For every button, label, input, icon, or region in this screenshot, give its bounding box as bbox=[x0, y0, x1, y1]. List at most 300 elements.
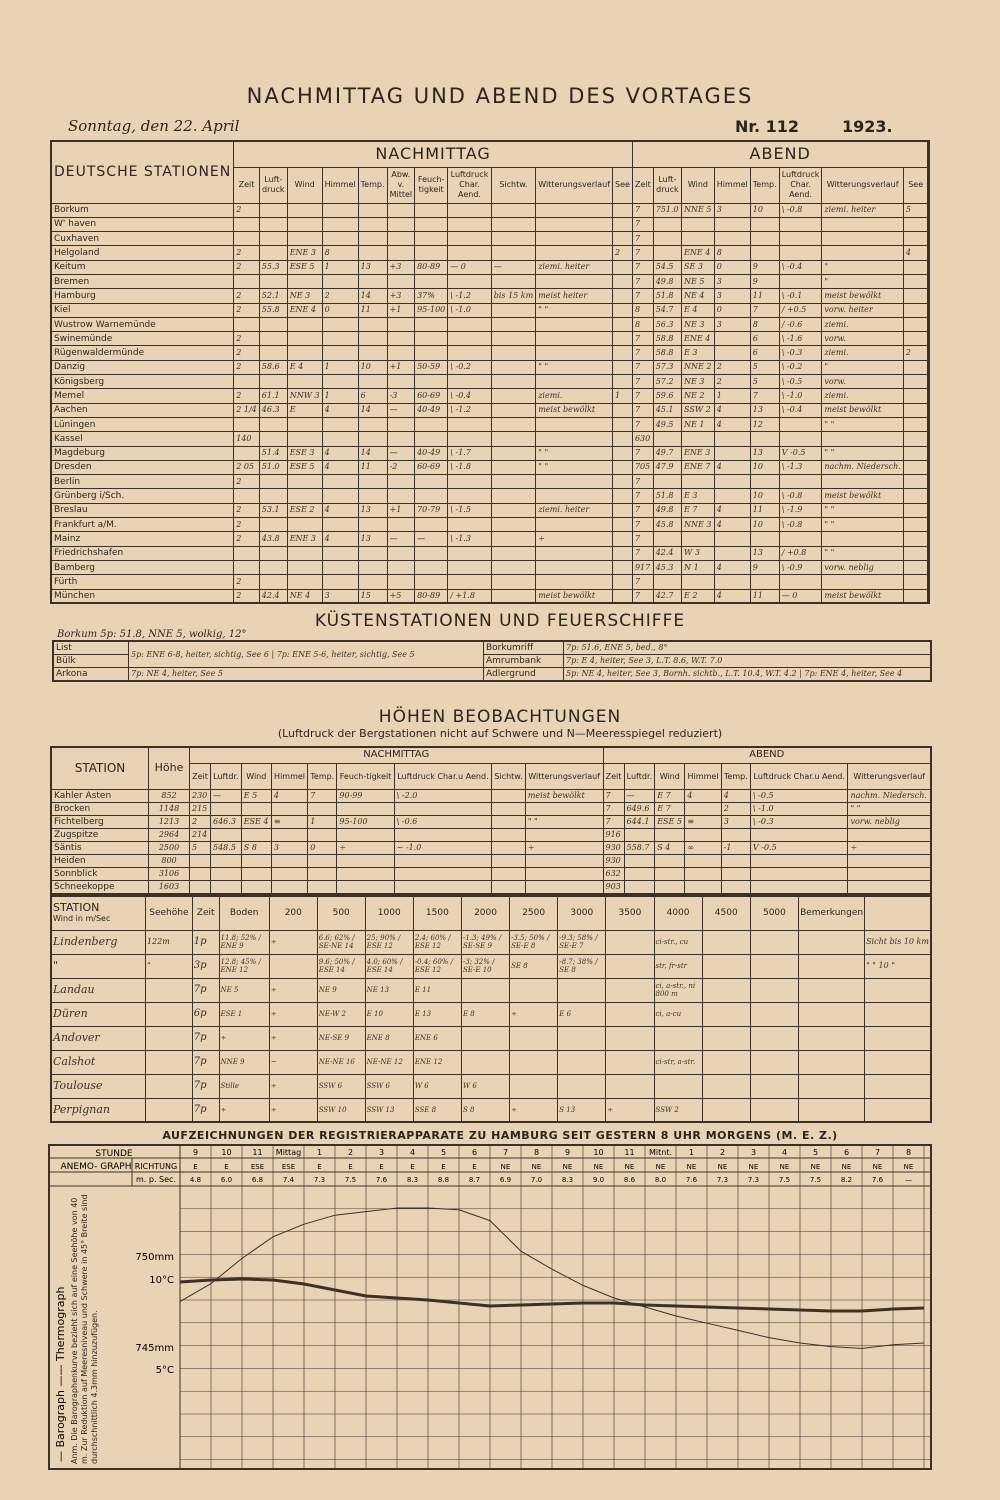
cell bbox=[491, 217, 535, 231]
cell bbox=[358, 203, 387, 217]
cell bbox=[903, 360, 928, 374]
table-row bbox=[51, 503, 929, 517]
cell: 13 bbox=[750, 403, 779, 417]
wind-direction: NE bbox=[500, 1163, 511, 1171]
cell bbox=[358, 432, 387, 446]
cell: 7 bbox=[308, 789, 337, 802]
hour-label: 8 bbox=[533, 1148, 540, 1157]
cell: ÷ bbox=[510, 1098, 558, 1122]
hour-label: 5 bbox=[812, 1148, 819, 1157]
cell bbox=[750, 1026, 798, 1050]
cell: 7 bbox=[632, 332, 653, 346]
cell: nachm. Niedersch. bbox=[822, 460, 903, 474]
cell: — bbox=[491, 260, 535, 274]
cell: 4 bbox=[322, 503, 358, 517]
hour-label: 3 bbox=[750, 1148, 757, 1157]
cell: NE 3 bbox=[682, 375, 715, 389]
cell bbox=[358, 518, 387, 532]
cell bbox=[702, 930, 750, 954]
cell: 51.0 bbox=[259, 460, 287, 474]
cell: ESE 1 bbox=[219, 1002, 269, 1026]
coastal-value: 7p: E 4, heiter, See 3, L.T. 8.6, W.T. 7.0 bbox=[564, 655, 932, 668]
coastal-value: 5p: NE 4, heiter, See 3, Bornh. sichtb., L.T. 10.4, W.T. 4.2 | 7p: ENE 4, heiter, See 4 bbox=[564, 668, 932, 682]
cell: 11 bbox=[750, 589, 779, 603]
cell: +1 bbox=[387, 360, 415, 374]
cell bbox=[525, 854, 603, 867]
hour-label: 10 bbox=[221, 1148, 232, 1157]
cell bbox=[287, 518, 322, 532]
cell bbox=[613, 260, 633, 274]
cell bbox=[653, 432, 681, 446]
cell: 9.6; 50% / ESE 14 bbox=[317, 954, 365, 978]
cell bbox=[491, 589, 535, 603]
cell bbox=[903, 432, 928, 446]
cell: ÷ bbox=[848, 841, 931, 854]
hour-label: Mitnt. bbox=[648, 1148, 673, 1157]
cell bbox=[750, 532, 779, 546]
cell bbox=[491, 360, 535, 374]
cell: 2 bbox=[234, 289, 260, 303]
hoehen-title: HÖHEN BEOBACHTUNGEN bbox=[378, 707, 622, 727]
cell bbox=[448, 274, 491, 288]
cell: " bbox=[822, 360, 903, 374]
table-row bbox=[51, 375, 929, 389]
cell bbox=[536, 232, 613, 246]
station-name: Swinemünde bbox=[51, 332, 234, 346]
cell: 644.1 bbox=[624, 815, 655, 828]
cell bbox=[536, 475, 613, 489]
cell bbox=[750, 432, 779, 446]
cell bbox=[613, 532, 633, 546]
table-row bbox=[51, 546, 929, 560]
cell: -3; 32% / SE-E 10 bbox=[461, 954, 509, 978]
cell: \ -1.6 bbox=[779, 332, 822, 346]
cell: 10 bbox=[750, 203, 779, 217]
cell: " " bbox=[536, 360, 613, 374]
column-header: Wind bbox=[287, 167, 322, 203]
cell: 1 bbox=[613, 389, 633, 403]
column-header: 4500 bbox=[702, 896, 750, 930]
cell bbox=[848, 867, 931, 880]
cell bbox=[271, 854, 307, 867]
table-row bbox=[51, 260, 929, 274]
cell: 7p bbox=[192, 1074, 219, 1098]
cell: / +0.8 bbox=[779, 546, 822, 560]
stations-table bbox=[50, 140, 930, 604]
cell: 57.2 bbox=[653, 375, 681, 389]
cell: \ -0.2 bbox=[779, 360, 822, 374]
column-header: Luft-druck bbox=[653, 167, 681, 203]
cell bbox=[685, 854, 721, 867]
remark bbox=[865, 978, 931, 1002]
cell bbox=[322, 232, 358, 246]
cell: 50-59 bbox=[415, 360, 448, 374]
station-name: Breslau bbox=[51, 503, 234, 517]
cell bbox=[259, 217, 287, 231]
column-header: Temp. bbox=[721, 763, 750, 789]
station-header: STATION bbox=[53, 901, 100, 915]
cell: ci, a-str., ni 800 m bbox=[654, 978, 702, 1002]
cell: E 4 bbox=[682, 303, 715, 317]
cell bbox=[903, 274, 928, 288]
cell: meist bewölkt bbox=[525, 789, 603, 802]
cell bbox=[259, 432, 287, 446]
column-header: 1000 bbox=[365, 896, 413, 930]
hoehen-height-header: Höhe bbox=[149, 747, 190, 789]
hour-label: Mittag bbox=[275, 1148, 302, 1157]
cell: 2 bbox=[234, 575, 260, 589]
cell bbox=[491, 575, 535, 589]
cell: \ -0.4 bbox=[779, 403, 822, 417]
cell: ci, a-cu bbox=[654, 1002, 702, 1026]
cell: ENE 3 bbox=[287, 532, 322, 546]
cell: 1p bbox=[192, 930, 219, 954]
registrier-title: AUFZEICHNUNGEN DER REGISTRIERAPPARATE ZU HAMBURG SEIT GESTERN 8 UHR MORGENS (M. E. Z.) bbox=[162, 1129, 838, 1142]
column-header: See bbox=[613, 167, 633, 203]
cell: NE 4 bbox=[287, 589, 322, 603]
column-header: Himmel bbox=[322, 167, 358, 203]
cell: 42.4 bbox=[653, 546, 681, 560]
wind-speed: 4.8 bbox=[189, 1176, 202, 1184]
cell: 646.3 bbox=[211, 815, 242, 828]
cell: S 8 bbox=[241, 841, 271, 854]
wind-direction: NE bbox=[593, 1163, 604, 1171]
cell: 1 bbox=[322, 389, 358, 403]
cell: \ -0.3 bbox=[779, 346, 822, 360]
cell bbox=[682, 532, 715, 546]
cell bbox=[394, 854, 492, 867]
cell bbox=[145, 1098, 192, 1122]
cell bbox=[536, 546, 613, 560]
cell: SE 8 bbox=[510, 954, 558, 978]
wind-direction: NE bbox=[531, 1163, 542, 1171]
cell: nachm. Niedersch. bbox=[848, 789, 931, 802]
cell bbox=[259, 203, 287, 217]
cell: 40-49 bbox=[415, 403, 448, 417]
cell: 8 bbox=[322, 246, 358, 260]
cell bbox=[655, 880, 685, 894]
cell bbox=[492, 828, 526, 841]
station-name: " bbox=[51, 954, 145, 978]
cell bbox=[536, 489, 613, 503]
column-header: Zeit bbox=[234, 167, 260, 203]
cell: 2 bbox=[234, 589, 260, 603]
cell: ESE 4 bbox=[241, 815, 271, 828]
cell bbox=[241, 854, 271, 867]
cell: 5 bbox=[750, 360, 779, 374]
cell: 3p bbox=[192, 954, 219, 978]
cell bbox=[750, 1074, 798, 1098]
cell bbox=[613, 417, 633, 431]
cell bbox=[358, 417, 387, 431]
cell: 8 bbox=[632, 317, 653, 331]
cell: +3 bbox=[387, 289, 415, 303]
wind-speed: 7.6 bbox=[375, 1176, 388, 1184]
cell bbox=[491, 460, 535, 474]
table-row bbox=[51, 475, 929, 489]
table-row bbox=[51, 954, 931, 978]
cell: NNE 2 bbox=[682, 360, 715, 374]
cell bbox=[234, 489, 260, 503]
cell bbox=[271, 880, 307, 894]
cell bbox=[613, 546, 633, 560]
cell bbox=[536, 317, 613, 331]
cell bbox=[491, 475, 535, 489]
cell bbox=[613, 560, 633, 574]
wind-speed: 7.3 bbox=[313, 1176, 326, 1184]
cell bbox=[903, 332, 928, 346]
cell: 49.5 bbox=[653, 417, 681, 431]
cell bbox=[491, 375, 535, 389]
cell bbox=[259, 518, 287, 532]
cell bbox=[613, 489, 633, 503]
cell bbox=[461, 1050, 509, 1074]
hour-label: 4 bbox=[409, 1148, 416, 1157]
cell: 558.7 bbox=[624, 841, 655, 854]
cell bbox=[653, 475, 681, 489]
cell bbox=[234, 560, 260, 574]
cell: E 7 bbox=[682, 503, 715, 517]
cell bbox=[613, 375, 633, 389]
cell: -8.7; 38% / SE 8 bbox=[558, 954, 606, 978]
cell bbox=[702, 954, 750, 978]
cell: 2 bbox=[234, 346, 260, 360]
cell bbox=[241, 867, 271, 880]
cell: NE 13 bbox=[365, 978, 413, 1002]
cell bbox=[234, 375, 260, 389]
cell bbox=[714, 489, 750, 503]
hour-label: 11 bbox=[624, 1148, 635, 1157]
table-row bbox=[51, 867, 931, 880]
cell: str, fr-str bbox=[654, 954, 702, 978]
cell bbox=[613, 289, 633, 303]
cell: NE-SE 9 bbox=[317, 1026, 365, 1050]
cell: " " bbox=[822, 518, 903, 532]
cell: ENE 4 bbox=[287, 303, 322, 317]
coastal-station: List bbox=[53, 641, 129, 655]
cell bbox=[241, 828, 271, 841]
cell: 43.8 bbox=[259, 532, 287, 546]
cell bbox=[448, 232, 491, 246]
cell: 7 bbox=[632, 589, 653, 603]
cell bbox=[903, 546, 928, 560]
cell bbox=[337, 867, 394, 880]
cell bbox=[287, 475, 322, 489]
cell bbox=[448, 246, 491, 260]
cell bbox=[779, 232, 822, 246]
cell: NNW 3 bbox=[287, 389, 322, 403]
cell bbox=[387, 417, 415, 431]
cell: 4 bbox=[322, 460, 358, 474]
cell: -3.5; 50% / SE-E 8 bbox=[510, 930, 558, 954]
cell bbox=[492, 815, 526, 828]
cell bbox=[822, 246, 903, 260]
cell bbox=[358, 217, 387, 231]
cell bbox=[322, 560, 358, 574]
cell: 61.1 bbox=[259, 389, 287, 403]
cell bbox=[822, 575, 903, 589]
column-header: Temp. bbox=[358, 167, 387, 203]
cell: " " bbox=[536, 446, 613, 460]
cell: 3 bbox=[714, 317, 750, 331]
cell bbox=[491, 203, 535, 217]
column-header: Zeit bbox=[190, 763, 211, 789]
table-row bbox=[51, 317, 929, 331]
cell bbox=[714, 532, 750, 546]
cell: 2 bbox=[613, 246, 633, 260]
cell: NE-W 2 bbox=[317, 1002, 365, 1026]
cell: ÷ bbox=[525, 841, 603, 854]
cell: -9.3; 58% / SE-E 7 bbox=[558, 930, 606, 954]
station-name: Schneekoppe bbox=[51, 880, 149, 894]
cell: \ -1.0 bbox=[448, 303, 491, 317]
cell bbox=[287, 203, 322, 217]
table-row bbox=[51, 802, 931, 815]
table-row bbox=[51, 332, 929, 346]
station-name: Säntis bbox=[51, 841, 149, 854]
cell bbox=[287, 575, 322, 589]
cell: ÷ bbox=[269, 930, 317, 954]
wind-speed: 8.8 bbox=[437, 1176, 450, 1184]
hour-label: 3 bbox=[378, 1148, 385, 1157]
cell: " bbox=[822, 260, 903, 274]
cell: ziemi. bbox=[536, 389, 613, 403]
cell: 25; 90% / ESE 12 bbox=[365, 930, 413, 954]
cell bbox=[822, 475, 903, 489]
cell bbox=[145, 1074, 192, 1098]
cell: 7 bbox=[750, 303, 779, 317]
cell bbox=[448, 375, 491, 389]
cell bbox=[145, 1026, 192, 1050]
cell: W 6 bbox=[413, 1074, 461, 1098]
cell bbox=[613, 317, 633, 331]
column-header: 4000 bbox=[654, 896, 702, 930]
cell: 51.8 bbox=[653, 489, 681, 503]
cell: 52.1 bbox=[259, 289, 287, 303]
cell: ÷ bbox=[269, 1074, 317, 1098]
cell bbox=[415, 317, 448, 331]
station-height: 1213 bbox=[149, 815, 190, 828]
column-header: 5000 bbox=[750, 896, 798, 930]
wind-direction: E bbox=[441, 1163, 446, 1171]
cell bbox=[613, 518, 633, 532]
cell bbox=[613, 403, 633, 417]
cell: SE 3 bbox=[682, 260, 715, 274]
cell bbox=[387, 375, 415, 389]
cell: 7 bbox=[632, 389, 653, 403]
cell: ENE 6 bbox=[413, 1026, 461, 1050]
column-header: Himmel bbox=[685, 763, 721, 789]
cell: 46.3 bbox=[259, 403, 287, 417]
table-row bbox=[51, 1074, 931, 1098]
cell: \ -2.0 bbox=[394, 789, 492, 802]
cell bbox=[491, 232, 535, 246]
cell: +1 bbox=[387, 303, 415, 317]
cell: 70-79 bbox=[415, 503, 448, 517]
cell bbox=[358, 475, 387, 489]
wind-direction: NE bbox=[562, 1163, 573, 1171]
cell bbox=[799, 1074, 865, 1098]
cell: meist bewölkt bbox=[536, 589, 613, 603]
cell: 7 bbox=[632, 403, 653, 417]
cell: 5 bbox=[903, 203, 928, 217]
cell bbox=[211, 880, 242, 894]
station-name: Aachen bbox=[51, 403, 234, 417]
cell bbox=[613, 232, 633, 246]
cell bbox=[624, 854, 655, 867]
station-name: Rügenwaldermünde bbox=[51, 346, 234, 360]
coastal-title: KÜSTENSTATIONEN UND FEUERSCHIFFE bbox=[314, 611, 686, 631]
cell: 13 bbox=[358, 503, 387, 517]
cell bbox=[308, 828, 337, 841]
hour-label: 11 bbox=[252, 1148, 263, 1157]
cell: ÷ bbox=[536, 532, 613, 546]
remark: Sicht bis 10 km bbox=[865, 930, 931, 954]
cell: NE 9 bbox=[317, 978, 365, 1002]
wind-unit-header: Wind in m/Sec bbox=[53, 914, 111, 924]
station-height: 1148 bbox=[149, 802, 190, 815]
abend-header: ABEND bbox=[632, 141, 928, 167]
cell bbox=[903, 560, 928, 574]
cell bbox=[337, 802, 394, 815]
cell bbox=[799, 1098, 865, 1122]
cell: 0 bbox=[308, 841, 337, 854]
cell: E 6 bbox=[558, 1002, 606, 1026]
wind-direction: E bbox=[348, 1163, 353, 1171]
cell: 6p bbox=[192, 1002, 219, 1026]
station-name: Fichtelberg bbox=[51, 815, 149, 828]
cell: NE-NE 16 bbox=[317, 1050, 365, 1074]
hour-label: 10 bbox=[593, 1148, 604, 1157]
cell bbox=[287, 432, 322, 446]
table-row bbox=[51, 854, 931, 867]
cell bbox=[750, 930, 798, 954]
cell: 7 bbox=[632, 203, 653, 217]
cell: ci-str., cu bbox=[654, 930, 702, 954]
cell bbox=[654, 1026, 702, 1050]
cell bbox=[613, 203, 633, 217]
cell bbox=[779, 274, 822, 288]
cell bbox=[903, 403, 928, 417]
cell: 705 bbox=[632, 460, 653, 474]
cell bbox=[525, 880, 603, 894]
column-header: Sichtw. bbox=[491, 167, 535, 203]
cell: 140 bbox=[234, 432, 260, 446]
cell: 5 bbox=[190, 841, 211, 854]
cell bbox=[799, 1050, 865, 1074]
cell: ESE 2 bbox=[287, 503, 322, 517]
cell bbox=[536, 375, 613, 389]
cell: ziemi. heiter bbox=[536, 503, 613, 517]
cell bbox=[387, 432, 415, 446]
cell: NE-NE 12 bbox=[365, 1050, 413, 1074]
cell bbox=[536, 560, 613, 574]
cell bbox=[799, 1026, 865, 1050]
cell bbox=[653, 217, 681, 231]
cell bbox=[448, 432, 491, 446]
hoehen-subtitle: (Luftdruck der Bergstationen nicht auf Schwere und N—Meeresspiegel reduziert) bbox=[277, 727, 723, 740]
cell: 214 bbox=[190, 828, 211, 841]
wind-direction: E bbox=[224, 1163, 229, 1171]
cell bbox=[358, 274, 387, 288]
cell bbox=[714, 546, 750, 560]
cell: 8 bbox=[750, 317, 779, 331]
column-header: Luftdruck Char.u Aend. bbox=[394, 763, 492, 789]
cell bbox=[387, 232, 415, 246]
wind-direction: NE bbox=[717, 1163, 728, 1171]
cell bbox=[613, 346, 633, 360]
cell bbox=[613, 274, 633, 288]
